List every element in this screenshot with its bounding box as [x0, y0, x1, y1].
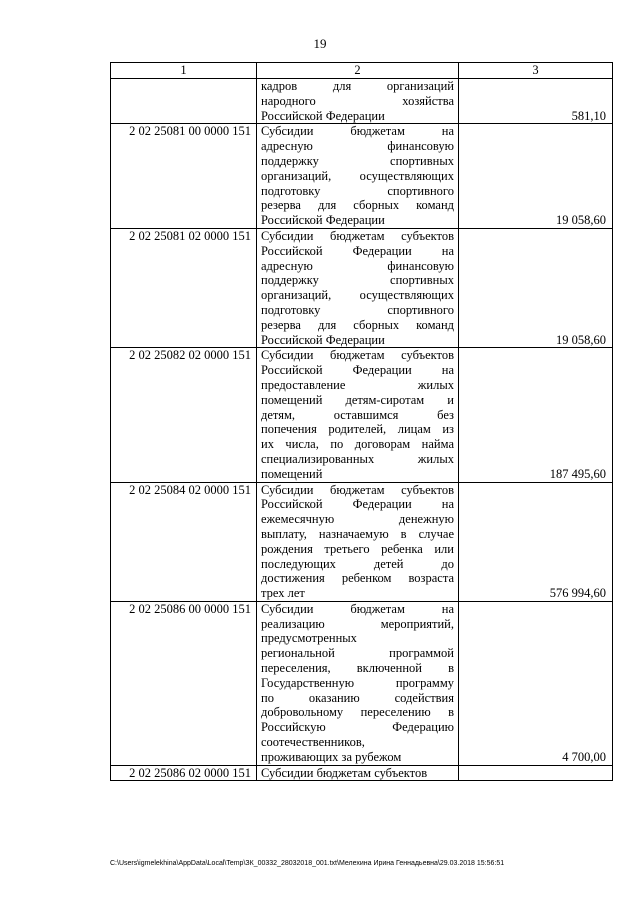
description-line: последующих детей до [261, 556, 454, 571]
description-line: региональной программой [261, 646, 454, 661]
table-row [111, 348, 613, 482]
classification-code: 2 02 25086 00 0000 151 [111, 601, 257, 765]
budget-table [110, 62, 613, 781]
description-line: Российскую Федерацию [261, 720, 454, 735]
description-line: резерва для сборных команд [261, 317, 454, 332]
amount-value: 4 700,00 [459, 601, 613, 765]
column-header: 2 [257, 63, 459, 79]
description-line: детям, оставшимся без [261, 407, 454, 422]
description-line: предоставление жилых [261, 377, 454, 392]
description-line: резерва для сборных команд [261, 198, 454, 213]
amount-value [459, 765, 613, 781]
description-line: Российской Федерации [261, 213, 385, 228]
table-row [111, 765, 613, 781]
table-row [111, 482, 613, 601]
amount-value: 19 058,60 [459, 228, 613, 347]
description-line: Субсидии бюджетам на [261, 601, 454, 616]
description-line: переселения, включенной в [261, 661, 454, 676]
description-line: поддержку спортивных [261, 153, 454, 168]
description-line: предусмотренных [261, 631, 357, 646]
classification-code: 2 02 25081 02 0000 151 [111, 228, 257, 347]
description-line: соотечественников, [261, 735, 365, 750]
amount-value: 581,10 [459, 79, 613, 124]
description-line: организаций, осуществляющих [261, 168, 454, 183]
classification-code: 2 02 25082 02 0000 151 [111, 348, 257, 482]
file-path-footer: C:\Users\igmelekhina\AppData\Local\Temp\ЗК_00332_28032018_001.txt\Мелехина Ирина Геннадьевна\29.03.2018 15:56:51 [110, 860, 505, 867]
description-line: Субсидии бюджетам субъектов [261, 765, 428, 780]
description-line: попечения родителей, лицам из [261, 422, 454, 437]
description-line: Субсидии бюджетам субъектов [261, 482, 454, 497]
amount-value: 187 495,60 [459, 348, 613, 482]
page-number: 19 [313, 36, 327, 51]
amount-value: 576 994,60 [459, 482, 613, 601]
item-description [257, 228, 459, 347]
classification-code: 2 02 25084 02 0000 151 [111, 482, 257, 601]
classification-code: 2 02 25086 02 0000 151 [111, 765, 257, 781]
classification-code: 2 02 25081 00 0000 151 [111, 124, 257, 229]
description-line: по оказанию содействия [261, 690, 454, 705]
table-header-row [111, 63, 613, 79]
table-row [111, 601, 613, 765]
item-description [257, 124, 459, 229]
description-line: выплату, назначаемую в случае [261, 526, 454, 541]
description-line: проживающих за рубежом [261, 749, 402, 764]
description-line: Российской Федерации на [261, 243, 454, 258]
item-description [257, 79, 459, 124]
description-line: реализацию мероприятий, [261, 616, 454, 631]
description-line: Субсидии бюджетам субъектов [261, 348, 454, 363]
column-header: 3 [459, 63, 613, 79]
description-line: добровольному переселению в [261, 705, 454, 720]
description-line: трех лет [261, 586, 305, 601]
description-line: адресную финансовую [261, 139, 454, 154]
description-line: их числа, по договорам найма [261, 437, 454, 452]
description-line: ежемесячную денежную [261, 512, 454, 527]
item-description [257, 765, 459, 781]
description-line: помещений [261, 466, 323, 481]
description-line: специализированных жилых [261, 451, 454, 466]
description-line: Российской Федерации [261, 108, 385, 123]
item-description [257, 601, 459, 765]
item-description [257, 482, 459, 601]
description-line: рождения третьего ребенка или [261, 541, 454, 556]
column-header: 1 [111, 63, 257, 79]
description-line: Российской Федерации [261, 332, 385, 347]
classification-code [111, 79, 257, 124]
description-line: поддержку спортивных [261, 273, 454, 288]
description-line: народного хозяйства [261, 93, 454, 108]
item-description [257, 348, 459, 482]
description-line: подготовку спортивного [261, 302, 454, 317]
description-line: Субсидии бюджетам субъектов [261, 228, 454, 243]
description-line: адресную финансовую [261, 258, 454, 273]
description-line: Субсидии бюджетам на [261, 124, 454, 139]
table-row [111, 228, 613, 347]
description-line: Российской Федерации на [261, 497, 454, 512]
description-line: помещений детям-сиротам и [261, 392, 454, 407]
amount-value: 19 058,60 [459, 124, 613, 229]
description-line: подготовку спортивного [261, 183, 454, 198]
description-line: организаций, осуществляющих [261, 288, 454, 303]
table-row [111, 124, 613, 229]
description-line: достижения ребенком возраста [261, 571, 454, 586]
description-line: кадров для организаций [261, 79, 454, 93]
table-row [111, 79, 613, 124]
description-line: Государственную программу [261, 675, 454, 690]
description-line: Российской Федерации на [261, 363, 454, 378]
